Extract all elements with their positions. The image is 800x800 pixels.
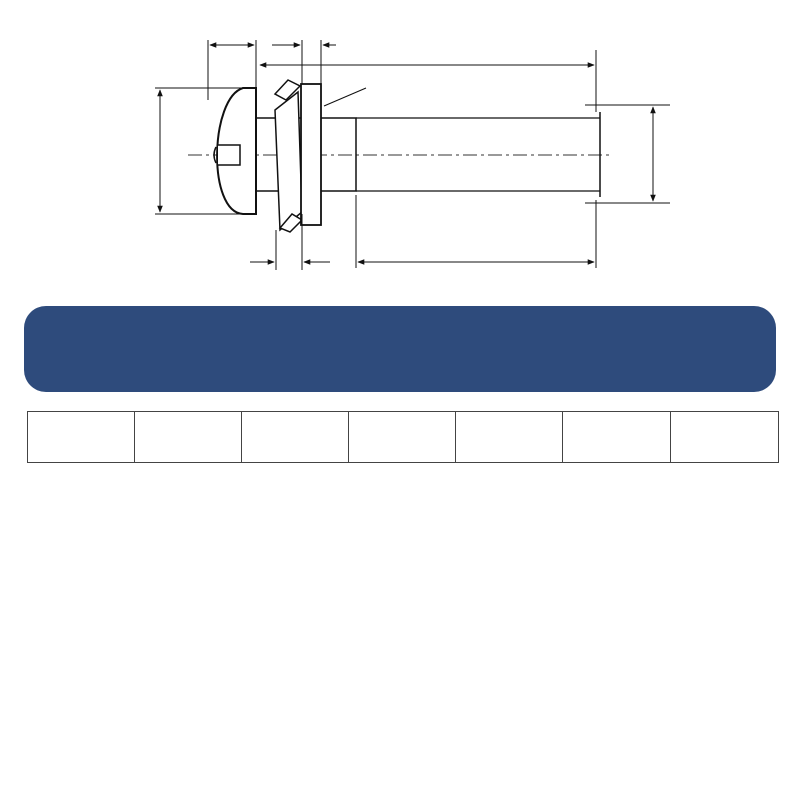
spec-banner — [24, 306, 776, 392]
spec-table — [27, 411, 779, 463]
screw-slot — [218, 145, 240, 165]
header-thread-spec — [28, 412, 135, 463]
header-dk — [242, 412, 349, 463]
header-dc — [349, 412, 456, 463]
header-b-min — [135, 412, 242, 463]
header-k — [563, 412, 671, 463]
flat-washer — [301, 84, 321, 225]
header-H — [671, 412, 779, 463]
screw-dimension-diagram — [0, 0, 800, 300]
header-h — [456, 412, 563, 463]
spring-washer — [275, 80, 302, 232]
table-header-row — [28, 412, 779, 463]
